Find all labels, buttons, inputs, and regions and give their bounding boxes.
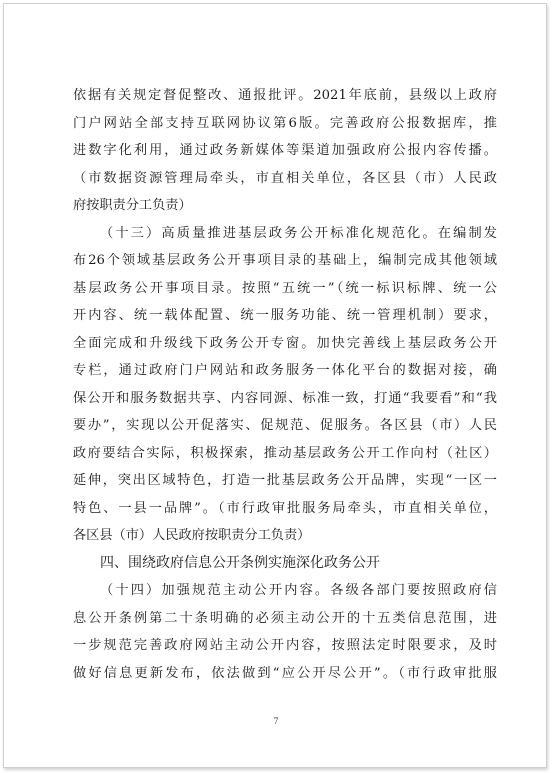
- paragraph-line: 各区县（市）人民政府按职责分工负责）: [73, 528, 311, 543]
- paragraph-line: （市数据资源管理局牵头，市直相关单位，各区县（市）人民政: [73, 170, 497, 186]
- paragraph-line: 政府要结合实际，积极探索，推动基层政务公开工作向村（社区）: [73, 445, 497, 461]
- section-heading: 四、围绕政府信息公开条例实施深化政务公开: [100, 554, 380, 571]
- paragraph-line: 依据有关规定督促整改、通报批评。2021年底前，县级以上政府: [73, 88, 497, 103]
- paragraph-line: 一步规范完善政府网站主动公开内容，按照法定时限要求，及时: [73, 638, 497, 653]
- paragraph-line: 延伸，突出区域特色，打造一批基层政务公开品牌，实现“一区一: [73, 473, 497, 488]
- paragraph-line: （十三）高质量推进基层政务公开标准化规范化。在编制发: [100, 225, 497, 241]
- paragraph-line: 开内容、统一载体配置、统一服务功能、统一管理机制）要求，: [73, 308, 497, 323]
- paragraph-line: 息公开条例第二十条明确的必须主动公开的十五类信息范围，进: [73, 610, 497, 626]
- paragraph-line: 府按职责分工负责）: [73, 198, 192, 213]
- paragraph-line: 专栏，通过政府门户网站和政务服务一体化平台的数据对接，确: [73, 363, 497, 378]
- paragraph-line: 进数字化利用，通过政务新媒体等渠道加强政府公报内容传播。: [73, 143, 497, 158]
- paragraph-line: 全面完成和升级线下政务公开专窗。加快完善线上基层政务公开: [73, 335, 497, 351]
- paragraph-line: 基层政务公开事项目录。按照“五统一”（统一标识标牌、统一公: [73, 280, 497, 296]
- paragraph-line: 要办”，实现以公开促落实、促规范、促服务。各区县（市）人民: [73, 418, 497, 433]
- paragraph-line: 特色、一县一品牌”。（市行政审批服务局牵头，市直相关单位，: [73, 500, 497, 516]
- paragraph-line: 布26个领域基层政务公开事项目录的基础上，编制完成其他领域: [73, 253, 497, 268]
- paragraph-line: （十四）加强规范主动公开内容。各级各部门要按照政府信: [100, 583, 497, 598]
- page-number: 7: [273, 716, 279, 726]
- paragraph-line: 门户网站全部支持互联网协议第6版。完善政府公报数据库，推: [73, 115, 497, 131]
- paragraph-line: 做好信息更新发布，依法做到“应公开尽公开”。（市行政审批服: [73, 665, 497, 681]
- document-body: [73, 82, 497, 687]
- paragraph-line: 保公开和服务数据共享、内容同源、标准一致，打通“我要看”和“我: [73, 390, 497, 406]
